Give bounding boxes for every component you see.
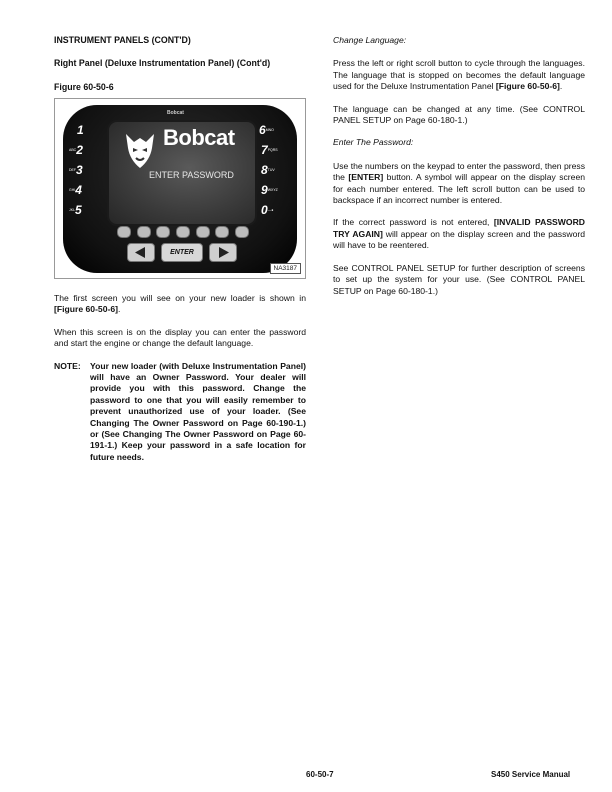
key-3: DEF3 (69, 163, 83, 177)
subheading-change-language: Change Language: (333, 35, 407, 45)
key-7: 7PQRS (261, 143, 278, 157)
page-number: 60-50-7 (306, 770, 334, 779)
key-9: 9WXYZ (261, 183, 278, 197)
manual-title: S450 Service Manual (491, 770, 571, 779)
left-column (54, 35, 306, 93)
note-block (54, 361, 306, 464)
scroll-right-button (209, 243, 237, 262)
arrow-right-icon (210, 244, 236, 261)
paragraph: The first screen you will see on your new loader is shown in [Figure 60-50-6]. (54, 293, 306, 315)
function-icon (196, 226, 210, 238)
paragraph: If the correct password is not entered, [INVALID PASSWORD TRY AGAIN] will appear on the display screen and the password will have to be reentered. (333, 217, 585, 251)
navigation-row (127, 243, 237, 261)
enter-password-prompt: ENTER PASSWORD (149, 170, 234, 180)
key-2: ABC2 (69, 143, 83, 157)
bobcat-logo-icon (122, 130, 158, 170)
key-1: 1 (77, 123, 84, 137)
key-5: JKL5 (69, 203, 82, 217)
function-icon (117, 226, 131, 238)
panel-brand-label: Bobcat (167, 110, 184, 116)
note-label: NOTE: (54, 360, 81, 371)
key-4: GHI4 (69, 183, 82, 197)
function-icon (235, 226, 249, 238)
function-icon-row (117, 226, 249, 239)
right-column (333, 35, 585, 308)
paragraph: When this screen is on the display you can enter the password and start the engine or change the default language. (54, 326, 306, 349)
paragraph: The language can be changed at any time. (See CONTROL PANEL SETUP on Page 60-180-1.) (333, 103, 585, 126)
paragraph: Press the left or right scroll button to cycle through the languages. The language that is stopped on becomes the default language used for the Deluxe Instrumentation Panel [Figure 60-50-6]. (333, 58, 585, 92)
left-body (54, 293, 306, 463)
key-8: 8TUV (261, 163, 275, 177)
figure-label: Figure 60-50-6 (54, 81, 114, 92)
section-heading: INSTRUMENT PANELS (CONT'D) (54, 35, 191, 45)
key-0: 0—● (261, 203, 274, 217)
key-6: 6MNO (259, 123, 274, 137)
figure-instrument-panel (54, 98, 306, 279)
arrow-left-icon (128, 244, 154, 261)
deluxe-panel-image (63, 105, 297, 273)
subheading-enter-password: Enter The Password: (333, 137, 414, 148)
function-icon (156, 226, 170, 238)
display-screen (107, 120, 257, 226)
paragraph: Use the numbers on the keypad to enter the password, then press the [ENTER] button. A symbol will appear on the display screen for each number entered. The left scroll button can be used to backspace if an incorrect number is entered. (333, 160, 586, 206)
figure-code: NA3187 (270, 263, 302, 274)
section-subheading: Right Panel (Deluxe Instrumentation Panel) (Cont'd) (54, 58, 271, 69)
bobcat-logo-text: Bobcat (163, 125, 235, 150)
note-text: Your new loader (with Deluxe Instrumentation Panel) will have an Owner Password. Your dealer will provide you with this password. Change the password to one that you will easily remember to prevent unauthorized use of your loader. (See Changing The Owner Password on Page 60-190-1.) or (See Changing The Owner Password on Page 60-191-1.) Keep your password in a safe location for future needs. (90, 360, 306, 462)
paragraph: See CONTROL PANEL SETUP for further description of screens to set up the system for your use. (See CONTROL PANEL SETUP on Page 60-180-1.) (333, 262, 585, 296)
scroll-left-button (127, 243, 155, 262)
function-icon (176, 226, 190, 238)
function-icon (215, 226, 229, 238)
function-icon (137, 226, 151, 238)
enter-button: ENTER (161, 243, 203, 262)
